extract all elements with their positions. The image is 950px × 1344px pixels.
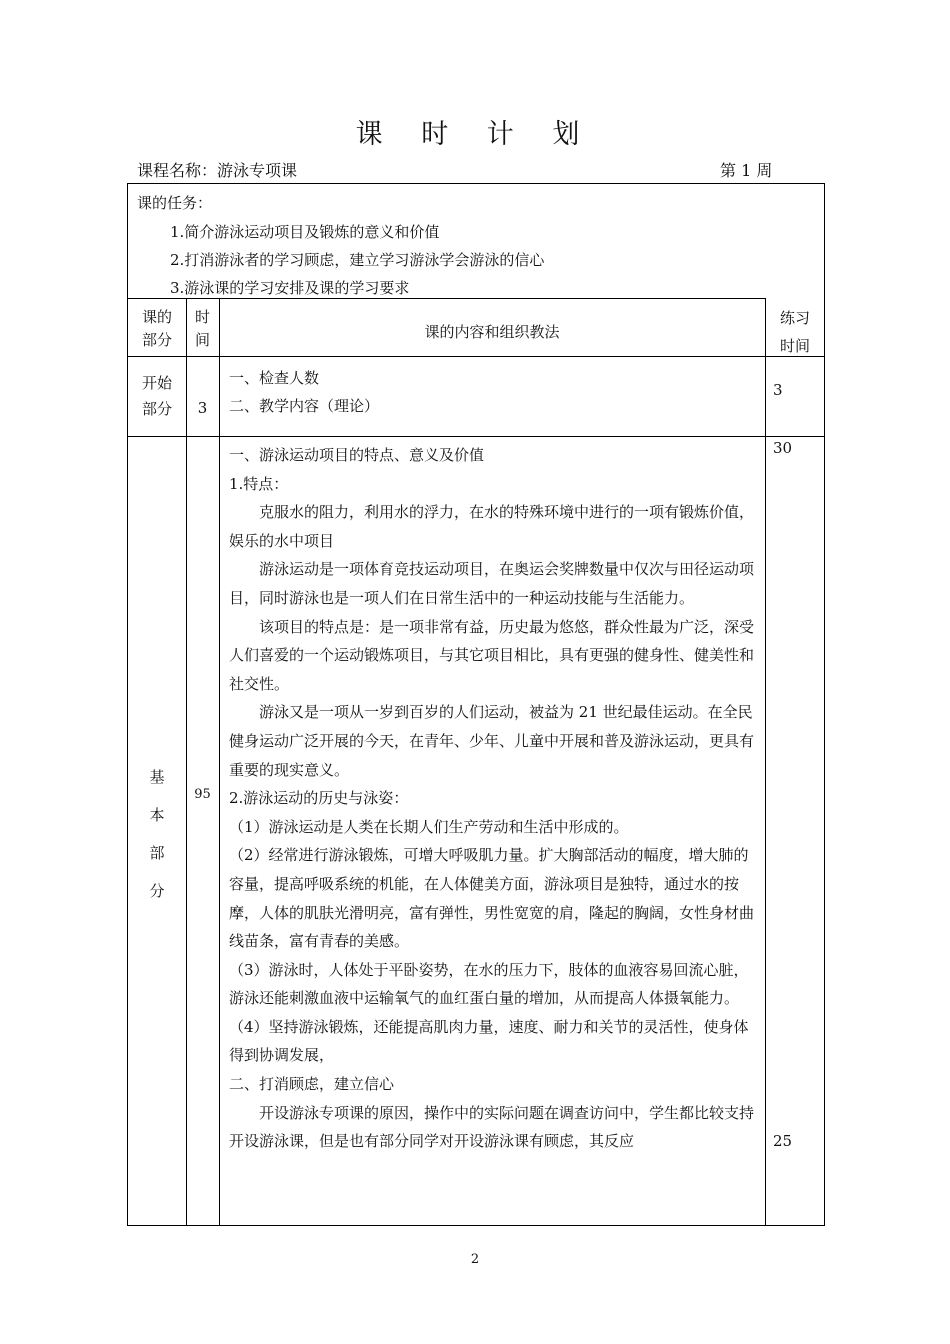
header-part-line: 部分 <box>141 331 172 349</box>
start-practice: 3 <box>773 381 783 399</box>
content-paragraph: 游泳运动是一项体育竞技运动项目，在奥运会奖牌数量中仅次与田径运动项目，同时游泳也是一项人们在日常生活中的一种运动技能与生活能力。 <box>229 560 755 607</box>
content-paragraph: 该项目的特点是：是一项非常有益，历史最为悠悠，群众性最为广泛，深受人们喜爱的一个运动锻炼项目，与其它项目相比，具有更强的健身性、健美性和社交性。 <box>229 617 755 693</box>
basic-time: 95 <box>194 787 211 802</box>
basic-part-char: 本 <box>149 806 165 824</box>
divider <box>186 298 187 1226</box>
task-item: 3.游泳课的学习安排及课的学习要求 <box>170 279 410 297</box>
header-part-line: 课的 <box>141 308 172 326</box>
task-item: 1.简介游泳运动项目及锻炼的意义和价值 <box>170 223 440 241</box>
basic-content <box>229 441 759 1156</box>
basic-part-char: 部 <box>149 844 165 862</box>
week-label: 第 1 周 <box>720 161 773 180</box>
header-content: 课的内容和组织教法 <box>424 323 560 341</box>
header-practice-line: 练习 <box>779 309 810 327</box>
divider <box>128 298 765 299</box>
content-paragraph: 克服水的阻力，利用水的浮力，在水的特殊环境中进行的一项有锻炼价值，娱乐的水中项目 <box>229 503 755 550</box>
content-paragraph: 一、游泳运动项目的特点、意义及价值 <box>229 446 485 464</box>
divider <box>128 436 825 437</box>
content-paragraph: （3）游泳时，人体处于平卧姿势，在水的压力下，肢体的血液容易回流心脏，游泳还能刺激血液中运输氧气的血红蛋白量的增加，从而提高人体摄氧能力。 <box>229 960 749 1008</box>
content-paragraph: 二、打消顾虑，建立信心 <box>229 1075 395 1094</box>
content-paragraph: 2.游泳运动的历史与泳姿： <box>229 789 409 808</box>
content-paragraph: 1.特点： <box>229 474 289 493</box>
content-paragraph: （4）坚持游泳锻炼，还能提高肌肉力量，速度、耐力和关节的灵活性，使身体得到协调发展， <box>229 1017 749 1065</box>
start-part-line: 开始 <box>141 374 172 392</box>
start-part <box>128 370 186 422</box>
divider <box>128 356 825 357</box>
header-time-line: 时 <box>194 308 210 326</box>
header-practice-line: 时间 <box>779 337 810 355</box>
tasks-heading: 课的任务： <box>137 194 213 212</box>
header-part <box>128 306 186 352</box>
basic-part-char: 分 <box>149 882 165 900</box>
basic-part-char: 基 <box>149 768 165 786</box>
divider <box>765 298 766 1226</box>
page-title: 课 时 计 划 <box>355 119 595 150</box>
header-time <box>186 306 219 352</box>
content-paragraph: 开设游泳专项课的原因，操作中的实际问题在调查访问中，学生都比较支持开设游泳课，但是也有部分同学对开设游泳课有顾虑，其反应 <box>229 1103 755 1151</box>
start-content-item: 一、检查人数 <box>229 369 320 387</box>
basic-part <box>128 758 186 910</box>
header-practice <box>765 304 825 360</box>
lesson-plan-table <box>127 183 825 1226</box>
start-part-line: 部分 <box>141 400 172 418</box>
basic-practice-first: 30 <box>773 439 793 457</box>
page-number: 2 <box>470 1252 480 1267</box>
course-name: 课程名称：游泳专项课 <box>137 161 298 180</box>
content-paragraph: （2）经常进行游泳锻炼，可增大呼吸肌力量。扩大胸部活动的幅度，增大肺的容量，提高呼吸系统的机能，在人体健美方面，游泳项目是独特，通过水的按摩，人体的肌肤光滑明亮，富有弹性，男性宽宽的肩，隆起的胸阔，女性身材曲线苗条，富有青春的美感。 <box>229 846 755 951</box>
divider <box>219 298 220 1226</box>
basic-practice-second: 25 <box>773 1132 793 1150</box>
header-time-line: 间 <box>194 331 210 349</box>
start-content-item: 二、教学内容（理论） <box>229 397 380 415</box>
start-time: 3 <box>197 399 208 417</box>
content-paragraph: （1）游泳运动是人类在长期人们生产劳动和生活中形成的。 <box>229 817 629 836</box>
task-item: 2.打消游泳者的学习顾虑，建立学习游泳学会游泳的信心 <box>170 251 545 269</box>
content-paragraph: 游泳又是一项从一岁到百岁的人们运动，被益为 21 世纪最佳运动。在全民健身运动广泛开展的今天，在青年、少年、儿童中开展和普及游泳运动，更具有重要的现实意义。 <box>229 703 755 779</box>
